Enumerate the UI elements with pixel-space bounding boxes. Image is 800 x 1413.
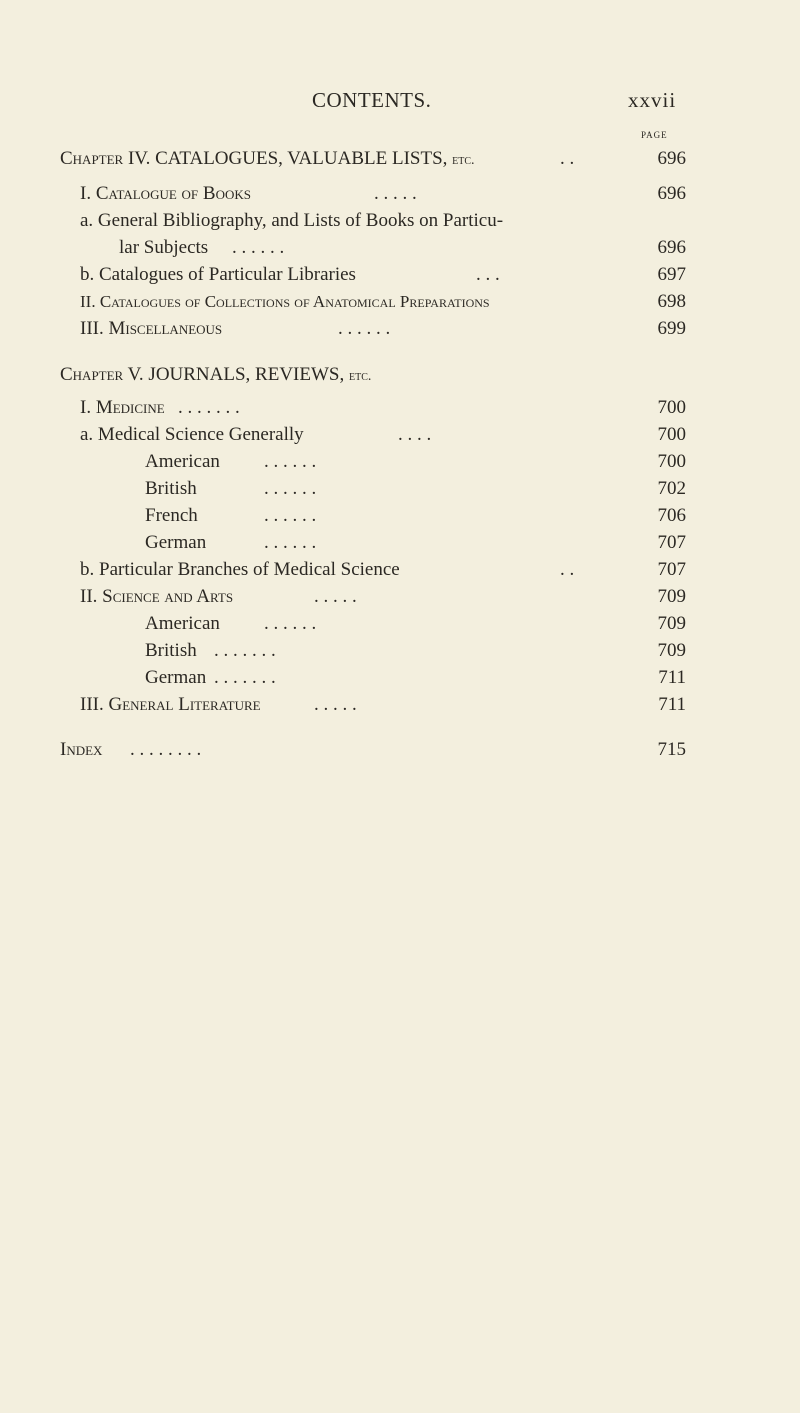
page-number: 709 xyxy=(657,586,686,607)
leader: . . . . . . xyxy=(264,613,317,634)
toc-entry-british: British xyxy=(145,478,197,499)
toc-entry-american: American xyxy=(145,451,220,472)
chapter-v-suffix: etc. xyxy=(348,369,372,384)
toc-entry-particular-subjects: lar Subjects xyxy=(119,237,209,258)
leader: . . . . . . xyxy=(338,318,391,339)
toc-entry-anatomical-preparations: II. Catalogues of Collections of Anatomical Preparations xyxy=(80,292,490,311)
page-number: 707 xyxy=(657,532,686,553)
toc-entry-index: Index xyxy=(60,739,103,760)
leader: . . . . . . . xyxy=(178,397,240,418)
toc-entry-science-and-arts: II. Science and Arts xyxy=(80,586,234,607)
leader: . . . . . . xyxy=(264,505,317,526)
page-number: 700 xyxy=(657,424,686,445)
leader: . . . . . . . xyxy=(214,640,276,661)
leader: . . . . xyxy=(398,424,432,445)
page-number: 700 xyxy=(657,397,686,418)
leader: . . . . . . xyxy=(264,478,317,499)
page-number: 709 xyxy=(657,640,686,661)
page-number: 702 xyxy=(657,478,686,499)
page-number: 696 xyxy=(657,237,686,258)
running-header-title: CONTENTS. xyxy=(312,88,432,112)
toc-entry-catalogue-of-books: I. Catalogue of Books xyxy=(80,183,251,204)
page-number: 711 xyxy=(658,667,686,688)
toc-entry-american: American xyxy=(145,613,220,634)
chapter-iv-leader: . . xyxy=(560,148,575,169)
chapter-iv-page: 696 xyxy=(657,148,686,169)
chapter-iv-heading xyxy=(60,147,475,173)
page-number: 706 xyxy=(657,505,686,526)
toc-entry-particular-branches: b. Particular Branches of Medical Science xyxy=(80,559,400,580)
toc-entry-general-bibliography: a. General Bibliography, and Lists of Books on Particu- xyxy=(80,210,504,231)
leader: . . . . . xyxy=(374,183,417,204)
toc-entry-british: British xyxy=(145,640,197,661)
page-number: 711 xyxy=(658,694,686,715)
page-numeral: xxvii xyxy=(628,88,677,112)
leader: . . . . . . xyxy=(264,451,317,472)
leader: . . . . . . . . xyxy=(130,739,202,760)
page-number: 700 xyxy=(657,451,686,472)
toc-entry-medical-science-generally: a. Medical Science Generally xyxy=(80,424,304,445)
toc-entry-miscellaneous: III. Miscellaneous xyxy=(80,318,223,339)
leader: . . . xyxy=(476,264,500,285)
page-number: 715 xyxy=(657,739,686,760)
leader: . . . . . . xyxy=(232,237,285,258)
leader: . . . . . xyxy=(314,694,357,715)
leader: . . . . . . . xyxy=(214,667,276,688)
toc-entry-general-literature: III. General Literature xyxy=(80,694,261,715)
page-number: 709 xyxy=(657,613,686,634)
toc-entry-german: German xyxy=(145,667,207,688)
leader: . . xyxy=(560,559,575,580)
chapter-v-heading xyxy=(60,363,371,389)
page-number: 697 xyxy=(657,264,686,285)
toc-entry-catalogues-of-libraries: b. Catalogues of Particular Libraries xyxy=(80,264,356,285)
chapter-iv-suffix: etc. xyxy=(452,153,475,168)
chapter-iv-title: CATALOGUES, VALUABLE LISTS, xyxy=(155,148,448,169)
toc-entry-french: French xyxy=(145,505,198,526)
page-number: 707 xyxy=(657,559,686,580)
toc-entry-german: German xyxy=(145,532,207,553)
page-column-label: PAGE xyxy=(641,130,668,140)
leader: . . . . . xyxy=(314,586,357,607)
page-number: 699 xyxy=(657,318,686,339)
toc-entry-medicine: I. Medicine xyxy=(80,397,165,418)
chapter-v-prefix: Chapter V. xyxy=(60,364,144,385)
leader: . . . . . . xyxy=(264,532,317,553)
chapter-iv-prefix: Chapter IV. xyxy=(60,148,151,169)
chapter-v-title: JOURNALS, REVIEWS, xyxy=(148,364,345,385)
page-number: 696 xyxy=(657,183,686,204)
page-number: 698 xyxy=(657,291,686,312)
